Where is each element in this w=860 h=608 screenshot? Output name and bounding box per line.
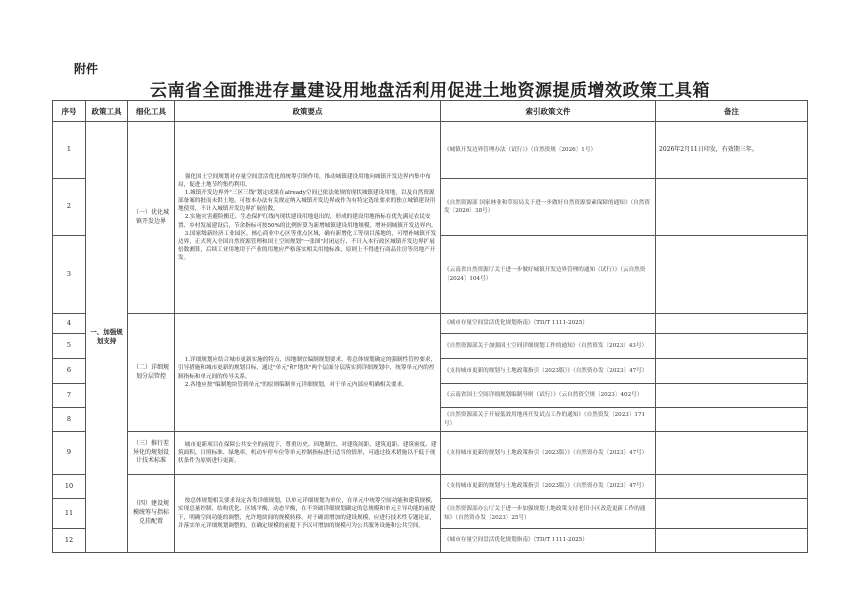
table-row [53, 314, 808, 334]
header-tool: 政策工具 [86, 101, 128, 122]
table-row [53, 432, 808, 475]
row-number: 11 [53, 499, 86, 529]
remark-cell [656, 334, 808, 359]
row-number: 2 [53, 179, 86, 236]
remark-cell [656, 314, 808, 334]
reference-document: 《城市存量空间盘活优化规划指南》（TD/T 1111-2025） [441, 314, 656, 334]
document-title: 云南省全面推进存量建设用地盘活利用促进土地资源提质增效政策工具箱 [150, 81, 710, 101]
row-number: 6 [53, 359, 86, 384]
subtool-cell: （四）建设规模统筹与指标兑挂配置 [128, 475, 175, 553]
reference-document: 《自然资源部关于加强国土空间详细规划工作的通知》（自然资发〔2023〕43号） [441, 334, 656, 359]
remark-cell: 2026年2月11日印发，有效期三年。 [656, 122, 808, 179]
remark-cell [656, 359, 808, 384]
header-subtool: 细化工具 [128, 101, 175, 122]
policy-tool-category: 一、加强规划支持 [86, 122, 128, 553]
reference-document: 《支持城市更新的规划与土地政策指引（2023版）》（自然资办发〔2023〕47号） [441, 359, 656, 384]
policy-point: 城市更新项目在保障公共安全的前提下，尊重历史、因地制宜、对建筑间距、建筑退距、建筑密度、建筑面积、日照标准、绿地率，机动车停车位等单元控制指标进行适当的情形，可通过技术措施以不低于现状条件为原则进行更新。 [178, 441, 437, 465]
remark-cell [656, 384, 808, 408]
subtool-cell: （一）优化城镇开发边界 [128, 122, 175, 314]
reference-document: 《城市存量空间盘活优化规划指南》（TD/T 1111-2025） [441, 529, 656, 553]
header-docs: 索引政策文件 [441, 101, 656, 122]
header-points: 政策要点 [175, 101, 441, 122]
subtool-cell: （二）详细规划分层管控 [128, 314, 175, 432]
remark-cell [656, 179, 808, 236]
header-note: 备注 [656, 101, 808, 122]
policy-point: 强化国土空间规划对存量空间盘活优化的统筹引领作用，推动城镇建设用地向城镇开发边界内集中布局，促进土地节约集约利用。 [178, 173, 431, 188]
row-number: 3 [53, 236, 86, 314]
reference-document: 《支持城市更新的规划与土地政策指引（2023版）》（自然资办发〔2023〕47号） [441, 432, 656, 475]
reference-document: 《云南省自然资源厅关于进一步做好城镇开发边界管理的通知（试行）》（云自然资〔2024〕104号） [441, 236, 656, 314]
remark-cell [656, 408, 808, 432]
policy-points-cell [175, 432, 441, 475]
row-number: 4 [53, 314, 86, 334]
row-number: 12 [53, 529, 86, 553]
policy-point: 1.详细规划应结合城市更新实施的特点，因地制宜编制规划要求，将总体规划确定的强制性管控要求，引导措施和城市更新的规划目标，通过"单元"和"地块"两个层面分层落实到详细规划中，统筹单元内的控制指标和单元间的传导关系。 [178, 357, 437, 380]
policy-point: 按总体规划相关要求设定各类详细规划，以单元详细规划为单位，在单元中统筹空间功能和建筑规模，实现总量控制、结构优化、区域平衡、动态平衡，在不突破详细规划确定的总规模和单元主导功能的前提下，明确空间功能的调整，允许地块间的规模转移，对于确需增加的建设规模，应进行技术性专题论证，并落实单元详细规划调整的，在确定规模的前提下予以可增加的规模可为公共服务设施和公共空间。 [178, 498, 437, 529]
policy-point: 2.各地应按"编制地块管到单元"的原则编制单元详细规划，对于单元内部应明确相关要求。 [184, 381, 408, 388]
row-number: 8 [53, 408, 86, 432]
row-number: 5 [53, 334, 86, 359]
reference-document: 《自然资源部办公厅关于进一步加强规划土地政策支持老旧小区改造更新工作的通知》（自然资办发〔2023〕25号） [441, 499, 656, 529]
table-row [53, 475, 808, 499]
policy-point: 3.国家级新经济工业园区、核心商业中心区等重点区域，确有新增化工等项目落地的，可增补城镇开发边界，正式列入全国自然资源管理和国土空间规划"一张图"封闭运行，不计入本行政区城镇开发边界扩展倍数测算，后续工业用地用于产业的用地应严格落实相关用地标准，原则上不得进行商品住房等房地产开发。 [178, 230, 437, 261]
reference-document: 《云南省国土空间详细规划编制导则（试行）》（云自然资空规〔2023〕402号） [441, 384, 656, 408]
reference-document: 《自然资源部 国家林业和草原局关于进一步做好自然资源要素保障的通知》（自然资发〔2026〕38号） [441, 179, 656, 236]
row-number: 7 [53, 384, 86, 408]
remark-cell [656, 236, 808, 314]
remark-cell [656, 432, 808, 475]
remark-cell [656, 529, 808, 553]
reference-document: 《自然资源部关于开展低效用地再开发试点工作的通知》（自然资发〔2023〕171号） [441, 408, 656, 432]
policy-point: 2.实施灾害避险搬迁、生态保护红线内现状建设用地退出的，形成的建设用地指标在优先满足农民安置、乡村发展建设后，节余指标可按50%的比例折算为新增城镇建设用地规模，增补到城镇开发边界内。 [178, 214, 437, 229]
policy-point: 1.城镇开发边界外"三区三线"划定成果在already空间已依法依规的现状城镇建设用地，以及自然资源部备案的批而未供土地，可按本办法有关规定纳入城镇开发边界或作为有特定选址要求的独立城镇建设用地使用，不计入城镇开发边界扩展倍数。 [178, 190, 436, 213]
row-number: 1 [53, 122, 86, 179]
remark-cell [656, 475, 808, 499]
remark-cell [656, 499, 808, 529]
policy-toolbox-table [52, 100, 808, 553]
header-seq: 序号 [53, 101, 86, 122]
policy-points-cell [175, 122, 441, 314]
row-number: 10 [53, 475, 86, 499]
reference-document: 《城镇开发边界管理办法（试行）》（自然资规〔2026〕1号） [441, 122, 656, 179]
attachment-label: 附件 [74, 62, 99, 76]
subtool-cell: （三）推行差异化的规划设计技术标准 [128, 432, 175, 475]
table-row [53, 122, 808, 179]
reference-document: 《支持城市更新的规划与土地政策指引（2023版）》（自然资办发〔2023〕47号） [441, 475, 656, 499]
row-number: 9 [53, 432, 86, 475]
table-header-row [53, 101, 808, 122]
policy-points-cell [175, 475, 441, 553]
policy-points-cell [175, 314, 441, 432]
